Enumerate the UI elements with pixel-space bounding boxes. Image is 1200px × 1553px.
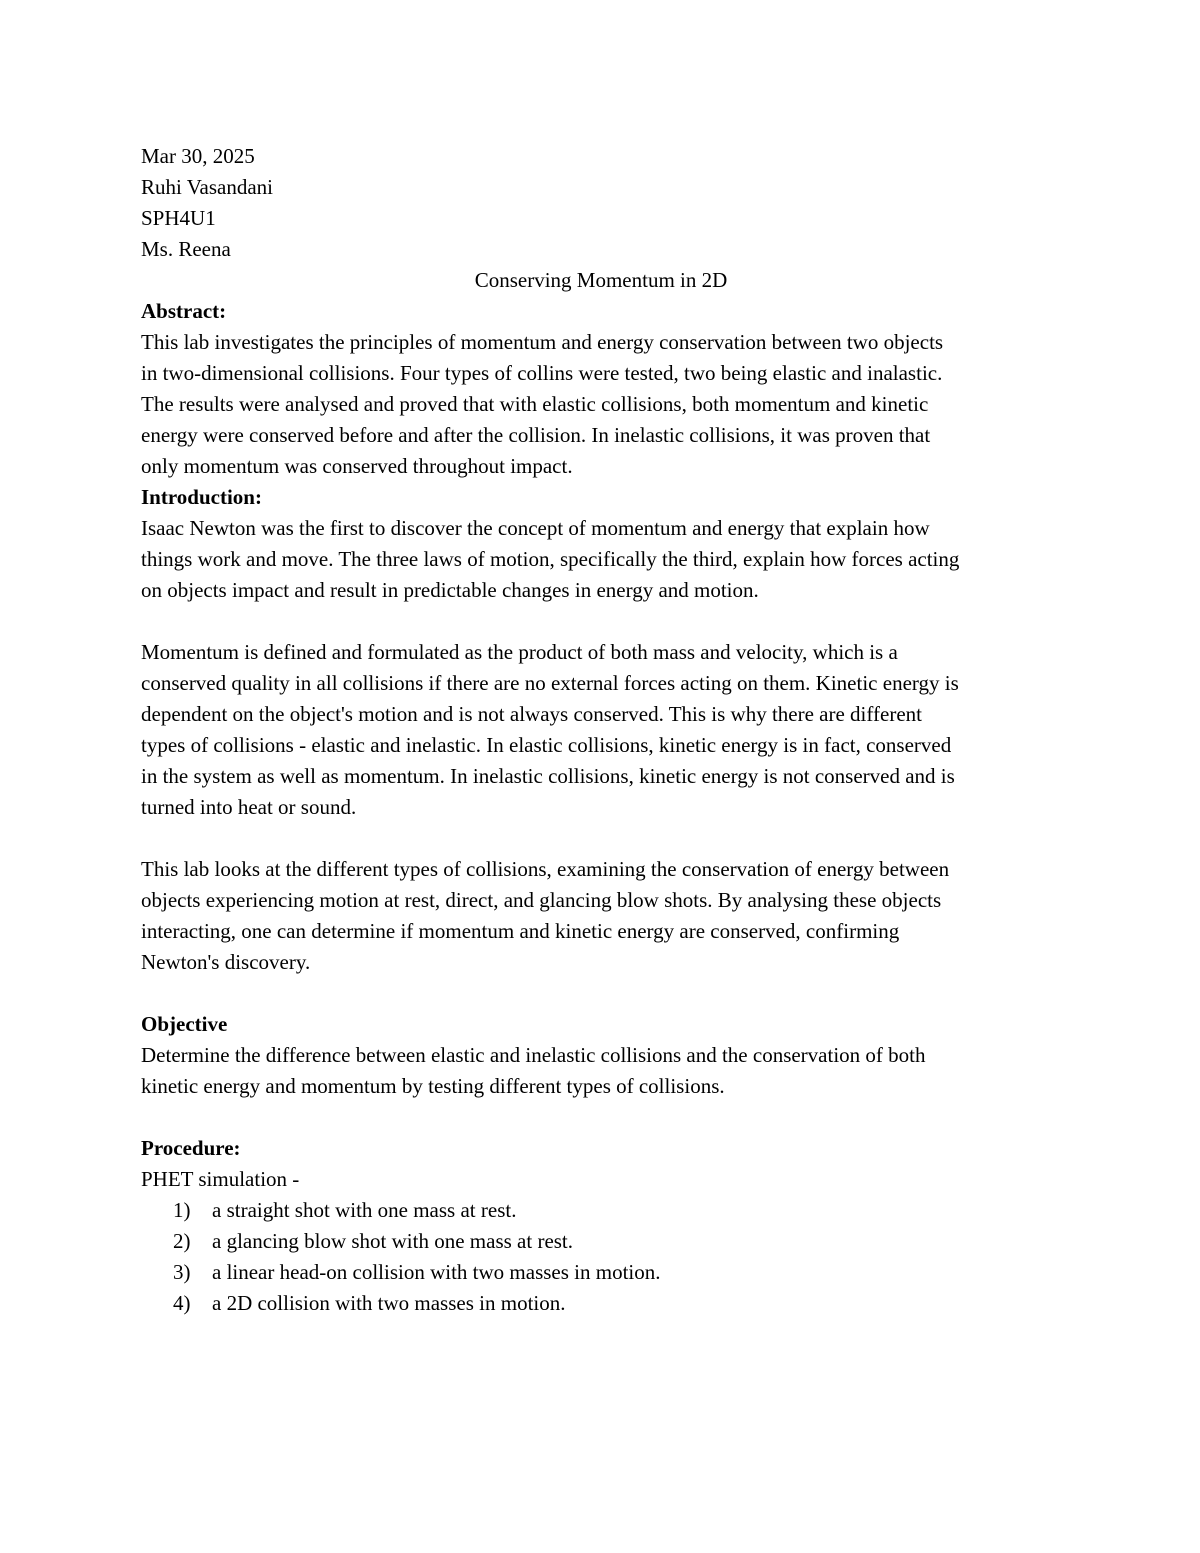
procedure-item bbox=[141, 1288, 1061, 1319]
introduction-section bbox=[141, 482, 1061, 978]
author-line: Ruhi Vasandani bbox=[141, 175, 274, 199]
procedure-item-number: 4) bbox=[173, 1291, 191, 1315]
course-line: SPH4U1 bbox=[141, 206, 216, 230]
introduction-line: on objects impact and result in predictable changes in energy and motion. bbox=[141, 578, 759, 602]
section-gap bbox=[141, 1102, 1061, 1133]
section-gap bbox=[141, 978, 1061, 1009]
abstract-line: in two-dimensional collisions. Four types of collins were tested, two being elastic and inalastic. bbox=[141, 361, 943, 385]
abstract-line: energy were conserved before and after the collision. In inelastic collisions, it was proven that bbox=[141, 423, 931, 447]
introduction-heading: Introduction: bbox=[141, 485, 262, 509]
introduction-line: Isaac Newton was the first to discover the concept of momentum and energy that explain how bbox=[141, 516, 930, 540]
abstract-heading: Abstract: bbox=[141, 299, 227, 323]
abstract-line: only momentum was conserved throughout impact. bbox=[141, 454, 573, 478]
procedure-item-text: a 2D collision with two masses in motion. bbox=[212, 1291, 566, 1315]
introduction-line: types of collisions - elastic and inelastic. In elastic collisions, kinetic energy is in fact, conserved bbox=[141, 733, 952, 757]
procedure-item bbox=[141, 1257, 1061, 1288]
procedure-section bbox=[141, 1133, 1061, 1319]
procedure-item-text: a linear head-on collision with two masses in motion. bbox=[212, 1260, 661, 1284]
introduction-line: interacting, one can determine if momentum and kinetic energy are conserved, confirming bbox=[141, 919, 900, 943]
introduction-line: things work and move. The three laws of motion, specifically the third, explain how forces acting bbox=[141, 547, 960, 571]
introduction-line: objects experiencing motion at rest, direct, and glancing blow shots. By analysing these objects bbox=[141, 888, 942, 912]
procedure-item-number: 3) bbox=[173, 1260, 191, 1284]
procedure-item-text: a glancing blow shot with one mass at rest. bbox=[212, 1229, 574, 1253]
introduction-line: Momentum is defined and formulated as the product of both mass and velocity, which is a bbox=[141, 640, 898, 664]
procedure-heading: Procedure: bbox=[141, 1136, 241, 1160]
abstract-section bbox=[141, 296, 1061, 482]
procedure-item bbox=[141, 1226, 1061, 1257]
procedure-item-number: 1) bbox=[173, 1198, 191, 1222]
document-body bbox=[141, 141, 1061, 1319]
introduction-line: turned into heat or sound. bbox=[141, 795, 357, 819]
abstract-line: This lab investigates the principles of momentum and energy conservation between two objects bbox=[141, 330, 944, 354]
introduction-line: This lab looks at the different types of collisions, examining the conservation of energy between bbox=[141, 857, 950, 881]
introduction-line: dependent on the object's motion and is not always conserved. This is why there are different bbox=[141, 702, 922, 726]
objective-line: Determine the difference between elastic and inelastic collisions and the conservation of both bbox=[141, 1043, 926, 1067]
objective-heading: Objective bbox=[141, 1012, 228, 1036]
procedure-item bbox=[141, 1195, 1061, 1226]
paragraph-gap bbox=[141, 606, 1061, 637]
introduction-line: conserved quality in all collisions if there are no external forces acting on them. Kinetic energy is bbox=[141, 671, 959, 695]
abstract-line: The results were analysed and proved that with elastic collisions, both momentum and kinetic bbox=[141, 392, 929, 416]
date-line: Mar 30, 2025 bbox=[141, 144, 255, 168]
teacher-line: Ms. Reena bbox=[141, 237, 231, 261]
introduction-line: Newton's discovery. bbox=[141, 950, 311, 974]
procedure-list bbox=[141, 1195, 1061, 1319]
introduction-line: in the system as well as momentum. In inelastic collisions, kinetic energy is not conserved and is bbox=[141, 764, 955, 788]
procedure-item-text: a straight shot with one mass at rest. bbox=[212, 1198, 517, 1222]
objective-section bbox=[141, 1009, 1061, 1102]
document-title: Conserving Momentum in 2D bbox=[474, 268, 728, 292]
procedure-item-number: 2) bbox=[173, 1229, 191, 1253]
procedure-intro: PHET simulation - bbox=[141, 1167, 300, 1191]
objective-line: kinetic energy and momentum by testing different types of collisions. bbox=[141, 1074, 725, 1098]
paragraph-gap bbox=[141, 823, 1061, 854]
